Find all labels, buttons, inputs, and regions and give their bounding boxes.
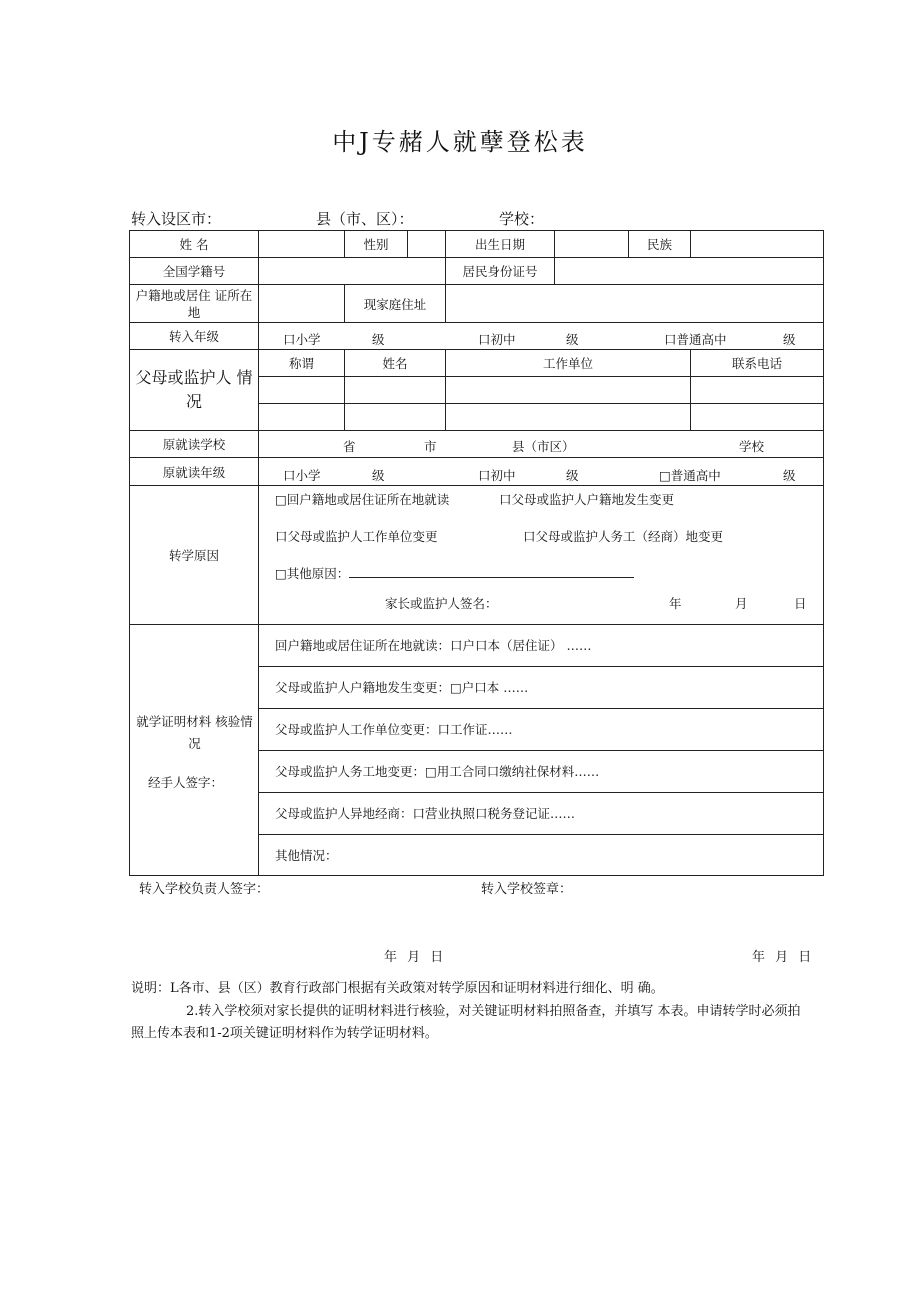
- guardian-1-name-field[interactable]: [345, 377, 446, 404]
- reason-label: 转学原因: [130, 486, 259, 625]
- reason-employer-change-option[interactable]: 口父母或监护人工作单位变更: [275, 529, 438, 544]
- id-card-field[interactable]: [555, 258, 824, 285]
- handler-signature-label: 经手人签字：: [148, 775, 224, 790]
- name-label: 姓 名: [130, 231, 259, 258]
- grade-middle-unit: 级: [566, 332, 579, 347]
- orig-province-label: 省: [343, 439, 356, 454]
- proof-workplace-change[interactable]: 父母或监护人务工地变更：□用工合同口缴纳社保材料……: [275, 764, 600, 779]
- guardian-2-phone-field[interactable]: [691, 404, 824, 431]
- grade-label: 转入年级: [130, 323, 259, 350]
- address-field[interactable]: [446, 285, 824, 323]
- principal-signature-label: 转入学校负责人签字：: [139, 882, 270, 897]
- form-title: 中J专赭人就孽登松表: [332, 128, 588, 156]
- orig-school-label: 原就读学校: [130, 431, 259, 458]
- name-field[interactable]: [259, 231, 345, 258]
- proof-business[interactable]: 父母或监护人异地经商：口营业执照口税务登记证……: [275, 806, 576, 821]
- school-seal-label: 转入学校签章：: [481, 882, 573, 897]
- signature-day: 日: [794, 596, 807, 611]
- note-2: 2.转入学校须对家长提供的证明材料进行核验，对关键证明材料拍照备查，并填写 本表。申请转学时必须拍照上传本表和1-2项关键证明材料作为转学证明材料。: [131, 1004, 801, 1041]
- orig-grade-options: [259, 458, 824, 486]
- student-id-label: 全国学籍号: [130, 258, 259, 285]
- guardian-2-title-field[interactable]: [259, 404, 345, 431]
- orig-county-label: 县（市区）: [512, 439, 575, 454]
- reason-workplace-change-option[interactable]: 口父母或监护人务工（经商）地变更: [523, 529, 724, 544]
- guardian-signature-label: 家长或监护人签名：: [385, 596, 498, 611]
- proof-divider: [259, 834, 824, 835]
- reason-return-option[interactable]: □回户籍地或居住证所在地就读: [275, 492, 450, 507]
- reason-other-blank[interactable]: [349, 567, 634, 578]
- orig-school-name-label: 学校: [739, 439, 765, 454]
- signature-year: 年: [669, 596, 682, 611]
- note-1: 说明：L各市、县（区）教育行政部门根据有关政策对转学原因和证明材料进行细化、明 确。: [131, 981, 664, 996]
- orig-grade-middle-option[interactable]: 口初中: [478, 468, 516, 483]
- date-left: 年 月 日: [384, 950, 444, 965]
- guardian-1-title-field[interactable]: [259, 377, 345, 404]
- orig-grade-middle-unit: 级: [566, 468, 579, 483]
- orig-grade-primary-unit: 级: [372, 468, 385, 483]
- guardian-2-name-field[interactable]: [345, 404, 446, 431]
- orig-grade-high-option[interactable]: □普通高中: [659, 468, 721, 483]
- grade-high-unit: 级: [783, 332, 796, 347]
- grade-primary-unit: 级: [372, 332, 385, 347]
- ethnicity-label: 民族: [629, 231, 691, 258]
- grade-middle-option[interactable]: 口初中: [478, 332, 516, 347]
- city-label: 转入设区市：: [131, 210, 222, 228]
- reason-hukou-change-option[interactable]: 口父母或监护人户籍地发生变更: [499, 492, 675, 507]
- school-label: 学校：: [499, 210, 545, 228]
- reason-other-label: □其他原因：: [275, 566, 350, 581]
- guardian-1-phone-field[interactable]: [691, 377, 824, 404]
- date-right: 年 月 日: [752, 950, 812, 965]
- grade-options: [259, 323, 824, 350]
- proof-employer-change[interactable]: 父母或监护人工作单位变更：口工作证……: [275, 722, 513, 737]
- proof-return[interactable]: 回户籍地或居住证所在地就读：口户口本（居住证） ……: [275, 638, 592, 653]
- orig-grade-high-unit: 级: [783, 468, 796, 483]
- guardian-col-phone: 联系电话: [691, 350, 824, 377]
- reason-other-option[interactable]: [275, 564, 634, 582]
- gender-label: 性别: [345, 231, 408, 258]
- guardian-1-employer-field[interactable]: [446, 377, 691, 404]
- guardian-col-name: 姓名: [345, 350, 446, 377]
- orig-grade-primary-option[interactable]: 口小学: [283, 468, 321, 483]
- hukou-label: 户籍地或居住 证所在地: [130, 285, 259, 323]
- student-id-field[interactable]: [259, 258, 446, 285]
- reason-cell: [259, 486, 824, 625]
- birth-label: 出生日期: [446, 231, 555, 258]
- address-label: 现家庭住址: [345, 285, 446, 323]
- id-card-label: 居民身份证号: [446, 258, 555, 285]
- birth-field[interactable]: [555, 231, 629, 258]
- hukou-field[interactable]: [259, 285, 345, 323]
- proof-label-cell: [130, 625, 259, 876]
- orig-grade-label: 原就读年级: [130, 458, 259, 486]
- orig-city-label: 市: [424, 439, 437, 454]
- guardian-col-title: 称谓: [259, 350, 345, 377]
- county-label: 县（市、区）：: [316, 210, 414, 228]
- proof-other[interactable]: 其他情况：: [275, 848, 338, 863]
- grade-primary-option[interactable]: 口小学: [283, 332, 321, 347]
- proof-cell: [259, 625, 824, 876]
- gender-field[interactable]: [408, 231, 446, 258]
- proof-hukou-change[interactable]: 父母或监护人户籍地发生变更：□户口本 ……: [275, 680, 529, 695]
- proof-label: 就学证明材料 核验情况: [136, 714, 253, 751]
- orig-school-fields[interactable]: [259, 431, 824, 458]
- ethnicity-field[interactable]: [691, 231, 824, 258]
- guardian-col-employer: 工作单位: [446, 350, 691, 377]
- grade-high-option[interactable]: 口普通高中: [664, 332, 727, 347]
- registration-table: [129, 230, 824, 876]
- guardian-label: 父母或监护人 情况: [130, 350, 259, 431]
- signature-month: 月: [735, 596, 748, 611]
- guardian-2-employer-field[interactable]: [446, 404, 691, 431]
